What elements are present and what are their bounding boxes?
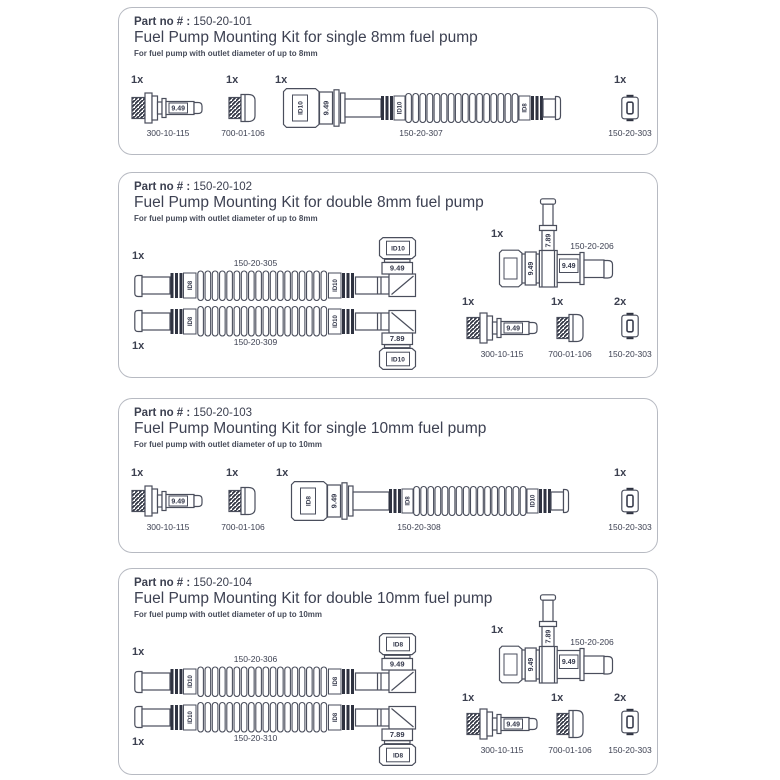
part-no-label: Part no # :: [134, 407, 191, 419]
threaded-fitting-diagram: [131, 92, 203, 124]
tee-connector-diagram: [499, 198, 617, 290]
qty-label: 1x: [226, 74, 239, 86]
svg-text:ID8: ID8: [187, 316, 194, 327]
svg-text:ID8: ID8: [392, 752, 404, 760]
qty-label: 2x: [614, 692, 627, 704]
svg-text:9.49: 9.49: [321, 100, 331, 116]
retaining-clip-diagram: [620, 708, 640, 736]
svg-text:ID8: ID8: [405, 496, 412, 506]
part-number-label: 150-20-309: [233, 337, 278, 347]
threaded-fitting-diagram: [466, 708, 538, 740]
svg-text:ID10: ID10: [397, 101, 404, 115]
svg-text:9.49: 9.49: [561, 263, 576, 271]
svg-text:ID10: ID10: [297, 101, 305, 115]
panel-kit-double-10mm: [118, 568, 658, 775]
elbow-hose-bottom-diagram: [134, 306, 416, 370]
svg-text:ID10: ID10: [332, 279, 339, 292]
part-no-value: 150-20-102: [193, 181, 253, 193]
part-number-label: 150-20-206: [570, 637, 614, 647]
part-number-label: 700-01-106: [221, 128, 265, 138]
part-no-line: [134, 181, 252, 193]
part-no-value: 150-20-101: [193, 16, 253, 28]
part-number-label: 150-20-307: [399, 128, 443, 138]
part-number-label: 150-20-303: [608, 349, 652, 359]
svg-text:9.49: 9.49: [389, 659, 405, 669]
svg-text:9.49: 9.49: [506, 721, 521, 729]
kit-subtitle: For fuel pump with outlet diameter of up to 10mm: [134, 610, 323, 619]
svg-text:9.49: 9.49: [389, 263, 405, 273]
part-no-value: 150-20-104: [193, 577, 253, 589]
plug-fitting-diagram: [556, 709, 584, 739]
qty-label: 1x: [551, 296, 564, 308]
svg-text:7.89: 7.89: [545, 233, 553, 248]
part-number-label: 150-20-303: [608, 745, 652, 755]
tee-connector-diagram: [499, 594, 617, 686]
kit-subtitle: For fuel pump with outlet diameter of up to 10mm: [134, 440, 323, 449]
svg-text:7.89: 7.89: [389, 334, 405, 344]
qty-label: 1x: [462, 692, 475, 704]
panel-kit-single-8mm: [118, 7, 658, 155]
part-number-label: 150-20-306: [233, 654, 278, 664]
qty-label: 2x: [614, 296, 627, 308]
svg-text:9.49: 9.49: [171, 105, 186, 113]
part-number-label: 150-20-206: [570, 241, 614, 251]
part-number-label: 150-20-303: [608, 522, 652, 532]
corrugated-hose-diagram: [291, 481, 569, 521]
qty-label: 1x: [131, 467, 144, 479]
svg-text:ID10: ID10: [391, 245, 405, 253]
part-no-value: 150-20-103: [193, 407, 253, 419]
kit-title: Fuel Pump Mounting Kit for single 8mm fuel pump: [134, 29, 478, 46]
svg-text:9.49: 9.49: [528, 657, 536, 672]
elbow-hose-top-diagram: [134, 237, 416, 301]
retaining-clip-diagram: [620, 94, 640, 122]
svg-text:ID8: ID8: [392, 641, 404, 649]
svg-text:7.89: 7.89: [545, 629, 553, 644]
svg-text:9.49: 9.49: [171, 498, 186, 506]
part-number-label: 150-20-303: [608, 128, 652, 138]
plug-fitting-diagram: [228, 93, 256, 123]
svg-text:ID10: ID10: [332, 315, 339, 328]
qty-label: 1x: [275, 74, 288, 86]
part-no-label: Part no # :: [134, 181, 191, 193]
retaining-clip-diagram: [620, 487, 640, 515]
part-number-label: 150-20-308: [397, 522, 441, 532]
svg-text:9.49: 9.49: [528, 261, 536, 276]
part-number-label: 300-10-115: [480, 745, 524, 755]
panel-kit-double-8mm: [118, 172, 658, 378]
svg-text:ID8: ID8: [522, 103, 529, 113]
part-number-label: 300-10-115: [146, 522, 190, 532]
kit-title: Fuel Pump Mounting Kit for double 10mm fuel pump: [134, 590, 493, 607]
threaded-fitting-diagram: [466, 312, 538, 344]
part-no-line: [134, 16, 252, 28]
part-no-label: Part no # :: [134, 16, 191, 28]
qty-label: 1x: [226, 467, 239, 479]
svg-text:ID10: ID10: [530, 494, 537, 508]
part-number-label: 150-20-310: [233, 733, 278, 743]
qty-label: 1x: [132, 646, 145, 658]
panel-kit-single-10mm: [118, 398, 658, 553]
qty-label: 1x: [132, 736, 145, 748]
qty-label: 1x: [491, 228, 504, 240]
elbow-hose-top-diagram: [134, 633, 416, 697]
part-number-label: 150-20-305: [233, 258, 278, 268]
qty-label: 1x: [132, 340, 145, 352]
part-no-label: Part no # :: [134, 577, 191, 589]
part-number-label: 300-10-115: [480, 349, 524, 359]
kit-title: Fuel Pump Mounting Kit for single 10mm fuel pump: [134, 420, 487, 437]
part-number-label: 700-01-106: [548, 745, 592, 755]
qty-label: 1x: [614, 74, 627, 86]
qty-label: 1x: [462, 296, 475, 308]
plug-fitting-diagram: [228, 486, 256, 516]
qty-label: 1x: [614, 467, 627, 479]
svg-text:9.49: 9.49: [329, 493, 339, 509]
qty-label: 1x: [276, 467, 289, 479]
qty-label: 1x: [491, 624, 504, 636]
part-no-line: [134, 577, 252, 589]
svg-text:ID10: ID10: [187, 711, 194, 724]
svg-text:9.49: 9.49: [506, 325, 521, 333]
elbow-hose-bottom-diagram: [134, 702, 416, 766]
kit-title: Fuel Pump Mounting Kit for double 8mm fuel pump: [134, 194, 484, 211]
retaining-clip-diagram: [620, 312, 640, 340]
qty-label: 1x: [551, 692, 564, 704]
svg-text:ID8: ID8: [332, 712, 339, 723]
part-no-line: [134, 407, 252, 419]
part-number-label: 700-01-106: [548, 349, 592, 359]
kit-subtitle: For fuel pump with outlet diameter of up to 8mm: [134, 49, 318, 58]
corrugated-hose-diagram: [283, 88, 561, 128]
threaded-fitting-diagram: [131, 485, 203, 517]
part-number-label: 700-01-106: [221, 522, 265, 532]
svg-text:7.89: 7.89: [389, 730, 405, 740]
plug-fitting-diagram: [556, 313, 584, 343]
qty-label: 1x: [131, 74, 144, 86]
svg-text:ID8: ID8: [332, 676, 339, 687]
svg-text:ID10: ID10: [391, 356, 405, 364]
qty-label: 1x: [132, 250, 145, 262]
svg-text:ID8: ID8: [305, 495, 313, 507]
part-number-label: 300-10-115: [146, 128, 190, 138]
kit-subtitle: For fuel pump with outlet diameter of up to 8mm: [134, 214, 318, 223]
svg-text:ID10: ID10: [187, 675, 194, 688]
svg-text:9.49: 9.49: [561, 659, 576, 667]
svg-text:ID8: ID8: [187, 280, 194, 291]
